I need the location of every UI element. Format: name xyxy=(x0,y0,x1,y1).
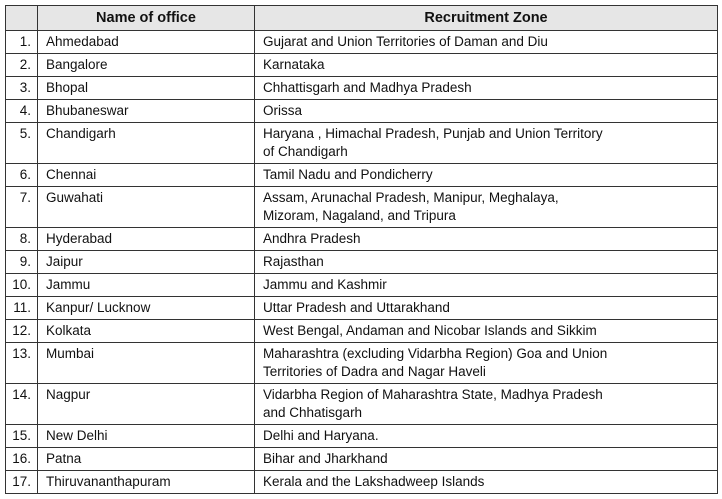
zone-text: Maharashtra (excluding Vidarbha Region) Goa and Union Territories of Dadra and Nagar Haveli xyxy=(263,346,608,379)
serial-number: 13. xyxy=(6,343,38,384)
office-name: Chennai xyxy=(38,164,255,187)
zone-text: Orissa xyxy=(263,103,303,118)
office-name: Ahmedabad xyxy=(38,31,255,54)
recruitment-zone xyxy=(255,274,718,297)
table-row xyxy=(6,320,718,343)
serial-number: 16. xyxy=(6,448,38,471)
zone-text: West Bengal, Andaman and Nicobar Islands and Sikkim xyxy=(263,323,597,338)
serial-number: 9. xyxy=(6,251,38,274)
zone-text: Andhra Pradesh xyxy=(263,231,361,246)
zone-text: Vidarbha Region of Maharashtra State, Madhya Pradesh and Chhatisgarh xyxy=(263,387,603,420)
recruitment-zone xyxy=(255,471,718,494)
office-name: Patna xyxy=(38,448,255,471)
recruitment-zone xyxy=(255,297,718,320)
zone-text: Tamil Nadu and Pondicherry xyxy=(263,167,433,182)
table-row xyxy=(6,274,718,297)
table-row xyxy=(6,448,718,471)
office-name: Guwahati xyxy=(38,187,255,228)
recruitment-zone xyxy=(255,77,718,100)
office-name: Hyderabad xyxy=(38,228,255,251)
zone-text: Chhattisgarh and Madhya Pradesh xyxy=(263,80,472,95)
header-serial-number xyxy=(6,6,38,31)
zone-text: Haryana , Himachal Pradesh, Punjab and Union Territory of Chandigarh xyxy=(263,126,603,159)
office-name: Jaipur xyxy=(38,251,255,274)
office-name: Bangalore xyxy=(38,54,255,77)
table-row xyxy=(6,164,718,187)
zone-text: Kerala and the Lakshadweep Islands xyxy=(263,474,485,489)
table-row xyxy=(6,384,718,425)
recruitment-zone-table xyxy=(5,5,718,494)
zone-text: Karnataka xyxy=(263,57,325,72)
serial-number: 5. xyxy=(6,123,38,164)
recruitment-zone xyxy=(255,384,718,425)
office-name: Nagpur xyxy=(38,384,255,425)
serial-number: 12. xyxy=(6,320,38,343)
table-row xyxy=(6,123,718,164)
table-row xyxy=(6,31,718,54)
table-header xyxy=(6,6,718,31)
serial-number: 3. xyxy=(6,77,38,100)
recruitment-zone xyxy=(255,228,718,251)
office-name: Chandigarh xyxy=(38,123,255,164)
zone-text: Gujarat and Union Territories of Daman and Diu xyxy=(263,34,548,49)
office-name: Bhopal xyxy=(38,77,255,100)
zone-text: Bihar and Jharkhand xyxy=(263,451,388,466)
zone-text: Delhi and Haryana. xyxy=(263,428,379,443)
recruitment-zone xyxy=(255,343,718,384)
office-name: Kanpur/ Lucknow xyxy=(38,297,255,320)
table-row xyxy=(6,251,718,274)
table-row xyxy=(6,187,718,228)
header-row xyxy=(6,6,718,31)
serial-number: 6. xyxy=(6,164,38,187)
header-recruitment-zone: Recruitment Zone xyxy=(255,6,718,31)
serial-number: 14. xyxy=(6,384,38,425)
serial-number: 2. xyxy=(6,54,38,77)
zone-text: Jammu and Kashmir xyxy=(263,277,387,292)
header-office-name: Name of office xyxy=(38,6,255,31)
recruitment-zone xyxy=(255,448,718,471)
recruitment-zone xyxy=(255,164,718,187)
serial-number: 10. xyxy=(6,274,38,297)
zone-text: Assam, Arunachal Pradesh, Manipur, Meghalaya, Mizoram, Nagaland, and Tripura xyxy=(263,190,559,223)
table-row xyxy=(6,54,718,77)
table-body xyxy=(6,31,718,494)
table-row xyxy=(6,228,718,251)
zone-text: Rajasthan xyxy=(263,254,324,269)
serial-number: 11. xyxy=(6,297,38,320)
table-row xyxy=(6,425,718,448)
serial-number: 15. xyxy=(6,425,38,448)
recruitment-zone xyxy=(255,251,718,274)
table-row xyxy=(6,77,718,100)
recruitment-zone xyxy=(255,187,718,228)
recruitment-zone xyxy=(255,54,718,77)
recruitment-zone xyxy=(255,320,718,343)
table-row xyxy=(6,297,718,320)
recruitment-zone xyxy=(255,100,718,123)
serial-number: 8. xyxy=(6,228,38,251)
office-name: Thiruvananthapuram xyxy=(38,471,255,494)
office-name: Mumbai xyxy=(38,343,255,384)
office-name: Bhubaneswar xyxy=(38,100,255,123)
serial-number: 1. xyxy=(6,31,38,54)
office-name: Kolkata xyxy=(38,320,255,343)
office-name: New Delhi xyxy=(38,425,255,448)
serial-number: 4. xyxy=(6,100,38,123)
zone-text: Uttar Pradesh and Uttarakhand xyxy=(263,300,450,315)
office-name: Jammu xyxy=(38,274,255,297)
recruitment-zone xyxy=(255,425,718,448)
serial-number: 17. xyxy=(6,471,38,494)
recruitment-zone xyxy=(255,31,718,54)
serial-number: 7. xyxy=(6,187,38,228)
table-row xyxy=(6,100,718,123)
table-row xyxy=(6,343,718,384)
recruitment-zone xyxy=(255,123,718,164)
table-row xyxy=(6,471,718,494)
